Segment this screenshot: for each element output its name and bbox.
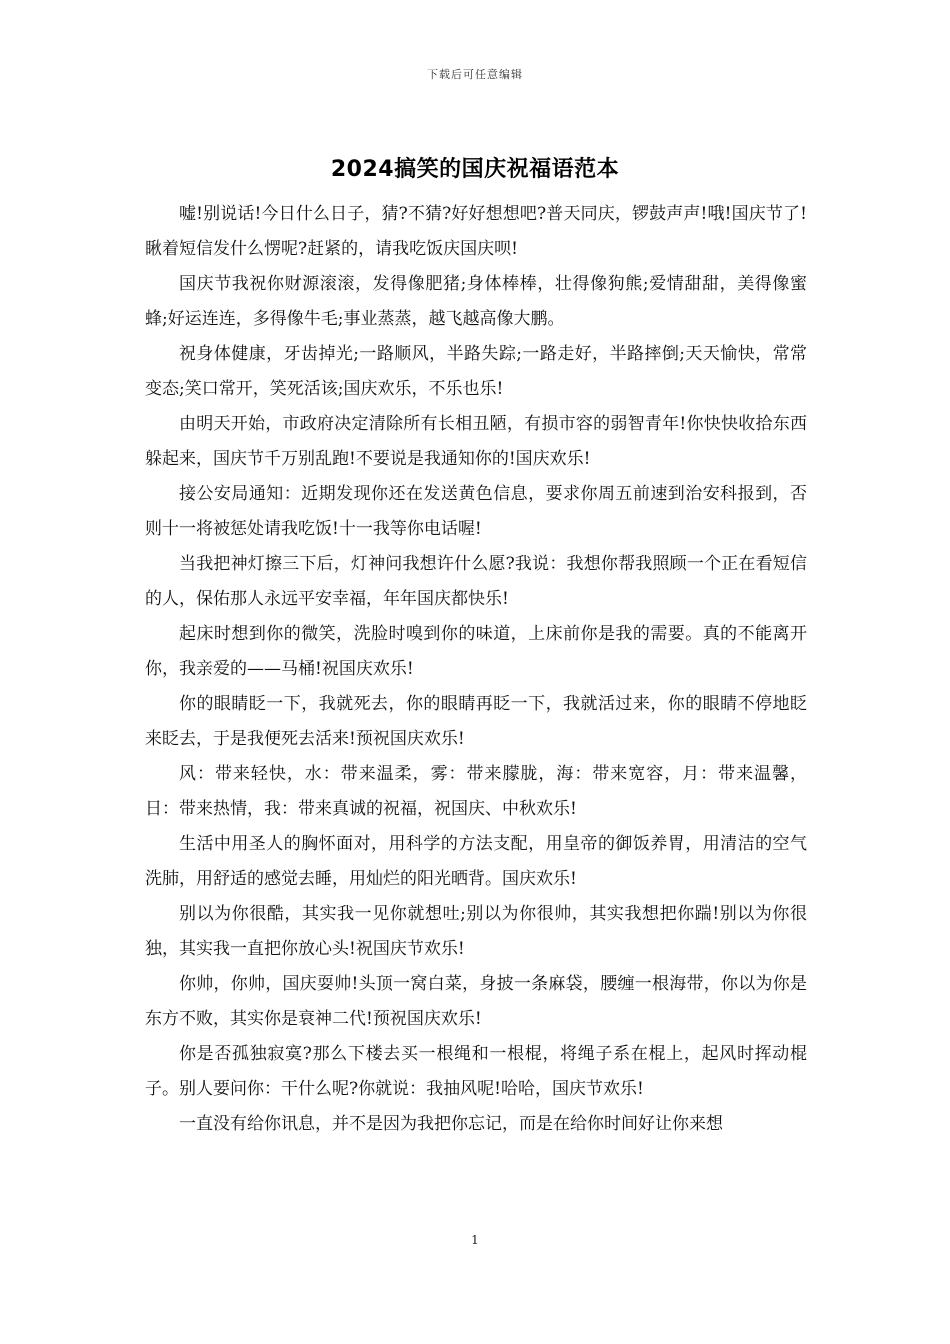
paragraph: 起床时想到你的微笑，洗脸时嗅到你的味道，上床前你是我的需要。真的不能离开你，我亲爱的——马桶!祝国庆欢乐! bbox=[145, 624, 807, 679]
paragraph: 一直没有给你讯息，并不是因为我把你忘记，而是在给你时间好让你来想 bbox=[179, 1114, 723, 1134]
paragraph: 你帅，你帅，国庆耍帅!头顶一窝白菜，身披一条麻袋，腰缠一根海带，你以为你是东方不败，其实你是衰神二代!预祝国庆欢乐! bbox=[145, 974, 807, 1029]
paragraph: 由明天开始，市政府决定清除所有长相丑陋，有损市容的弱智青年!你快快收拾东西躲起来，国庆节千万别乱跑!不要说是我通知你的!国庆欢乐! bbox=[145, 414, 807, 469]
paragraph: 祝身体健康，牙齿掉光;一路顺风，半路失踪;一路走好，半路摔倒;天天愉快，常常变态;笑口常开，笑死活该;国庆欢乐，不乐也乐! bbox=[145, 344, 807, 399]
paragraph: 生活中用圣人的胸怀面对，用科学的方法支配，用皇帝的御饭养胃，用清洁的空气洗肺，用舒适的感觉去睡，用灿烂的阳光晒背。国庆欢乐! bbox=[145, 834, 807, 889]
paragraph: 国庆节我祝你财源滚滚，发得像肥猪;身体棒棒，壮得像狗熊;爱情甜甜，美得像蜜蜂;好运连连，多得像牛毛;事业蒸蒸，越飞越高像大鹏。 bbox=[145, 274, 807, 329]
paragraph: 接公安局通知：近期发现你还在发送黄色信息，要求你周五前速到治安科报到，否则十一将被惩处请我吃饭!十一我等你电话喔! bbox=[145, 484, 807, 539]
paragraph: 风：带来轻快，水：带来温柔，雾：带来朦胧，海：带来宽容，月：带来温馨，日：带来热情，我：带来真诚的祝福，祝国庆、中秋欢乐! bbox=[145, 764, 807, 819]
paragraph: 当我把神灯擦三下后，灯神问我想许什么愿?我说：我想你帮我照顾一个正在看短信的人，保佑那人永远平安幸福，年年国庆都快乐! bbox=[145, 554, 807, 609]
document-title: 2024搞笑的国庆祝福语范本 bbox=[330, 157, 620, 182]
paragraph: 你是否孤独寂寞?那么下楼去买一根绳和一根棍，将绳子系在棍上，起风时挥动棍子。别人要问你：干什么呢?你就说：我抽风呢!哈哈，国庆节欢乐! bbox=[145, 1044, 807, 1099]
paragraph: 你的眼睛眨一下，我就死去，你的眼睛再眨一下，我就活过来，你的眼睛不停地眨来眨去，于是我便死去活来!预祝国庆欢乐! bbox=[145, 694, 807, 749]
page-number: 1 bbox=[471, 1233, 479, 1247]
header-note: 下载后可任意编辑 bbox=[427, 68, 523, 81]
paragraph: 别以为你很酷，其实我一见你就想吐;别以为你很帅，其实我想把你踹!别以为你很独，其实我一直把你放心头!祝国庆节欢乐! bbox=[145, 904, 807, 959]
document-body bbox=[145, 197, 807, 1142]
paragraph: 嘘!别说话!今日什么日子，猜?不猜?好好想想吧?普天同庆，锣鼓声声!哦!国庆节了!瞅着短信发什么愣呢?赶紧的，请我吃饭庆国庆呗! bbox=[145, 204, 807, 259]
